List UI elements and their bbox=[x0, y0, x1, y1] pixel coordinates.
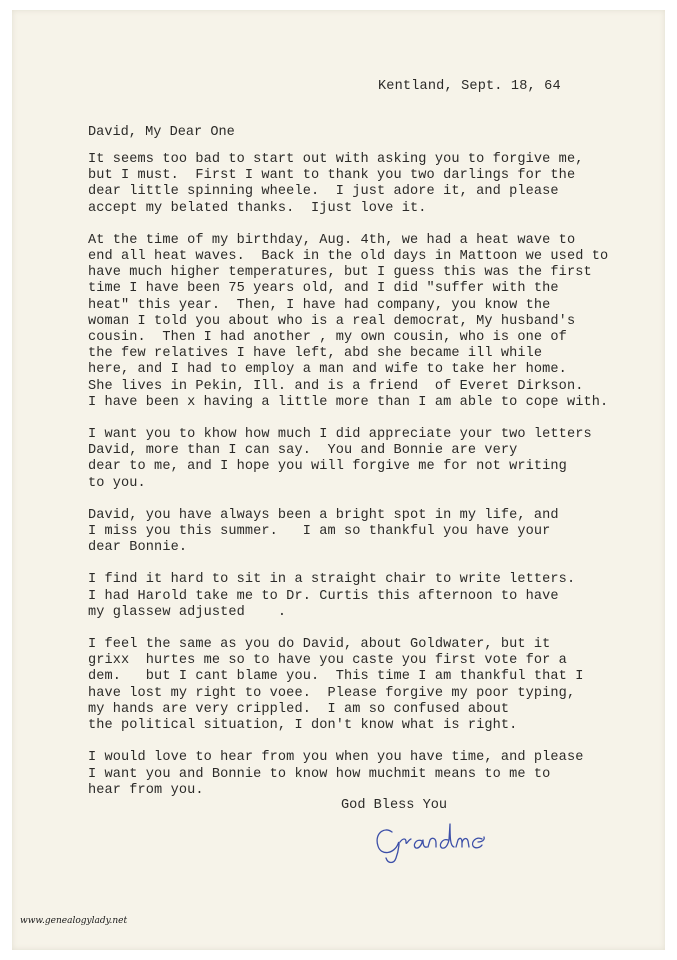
text-line: my glassew adjusted . bbox=[88, 604, 287, 620]
letter-sheet bbox=[12, 10, 665, 950]
dateline: Kentland, Sept. 18, 64 bbox=[378, 79, 561, 94]
text-line: I want you to khow how much I did appreciate your two letters bbox=[88, 427, 592, 443]
closing: God Bless You bbox=[341, 798, 448, 813]
salutation: David, My Dear One bbox=[88, 125, 235, 140]
paragraph bbox=[88, 572, 656, 621]
text-line: I had Harold take me to Dr. Curtis this afternoon to have bbox=[88, 588, 559, 604]
text-line: dear little spinning wheele. I just adore it, and please bbox=[88, 184, 559, 200]
text-line: but I must. First I want to thank you two darlings for the bbox=[88, 168, 576, 184]
text-line: cousin. Then I had another , my own cousin, who is one of bbox=[88, 330, 567, 346]
text-line: here, and I had to employ a man and wife to take her home. bbox=[88, 362, 567, 378]
text-line: hear from you. bbox=[88, 782, 204, 798]
text-line: time I have been 75 years old, and I did "suffer with the bbox=[88, 281, 559, 297]
handwritten-signature bbox=[370, 818, 510, 868]
paragraph bbox=[88, 637, 656, 734]
text-line: grixx hurtes me so to have you caste you first vote for a bbox=[88, 653, 567, 669]
letter-body bbox=[88, 152, 656, 815]
text-line: I feel the same as you do David, about Goldwater, but it bbox=[88, 637, 551, 653]
paragraph bbox=[88, 508, 656, 557]
paragraph bbox=[88, 152, 656, 217]
watermark: www.genealogylady.net bbox=[20, 916, 128, 926]
text-line: have much higher temperatures, but I guess this was the first bbox=[88, 265, 592, 281]
paragraph bbox=[88, 233, 656, 411]
text-line: the few relatives I have left, abd she became ill while bbox=[88, 346, 543, 362]
text-line: It seems too bad to start out with asking you to forgive me, bbox=[88, 152, 584, 167]
text-line: woman I told you about who is a real democrat, My husband's bbox=[88, 313, 576, 329]
text-line: accept my belated thanks. Ijust love it. bbox=[88, 200, 427, 216]
text-line: I want you and Bonnie to know how muchmit means to me to bbox=[88, 766, 551, 782]
text-line: David, more than I can say. You and Bonnie are very bbox=[88, 443, 518, 459]
text-line: the political situation, I don't know what is right. bbox=[88, 718, 518, 734]
text-line: dear to me, and I hope you will forgive me for not writing bbox=[88, 459, 567, 475]
text-line: I miss you this summer. I am so thankful you have your bbox=[88, 524, 551, 540]
text-line: David, you have always been a bright spot in my life, and bbox=[88, 507, 559, 523]
text-line: At the time of my birthday, Aug. 4th, we had a heat wave to bbox=[88, 232, 576, 248]
text-line: She lives in Pekin, Ill. and is a friend of Everet Dirkson. bbox=[88, 378, 584, 394]
text-line: I would love to hear from you when you have time, and please bbox=[88, 750, 584, 766]
text-line: end all heat waves. Back in the old days in Mattoon we used to bbox=[88, 249, 609, 265]
paragraph bbox=[88, 750, 656, 799]
text-line: heat" this year. Then, I have had company, you know the bbox=[88, 297, 551, 313]
text-line: my hands are very crippled. I am so confused about bbox=[88, 701, 510, 717]
text-line: to you. bbox=[88, 475, 146, 491]
paragraph bbox=[88, 427, 656, 492]
text-line: have lost my right to voee. Please forgive my poor typing, bbox=[88, 685, 576, 701]
text-line: dem. but I cant blame you. This time I am thankful that I bbox=[88, 669, 584, 685]
text-line: I have been x having a little more than I am able to cope with. bbox=[88, 394, 609, 410]
text-line: I find it hard to sit in a straight chair to write letters. bbox=[88, 572, 576, 588]
text-line: dear Bonnie. bbox=[88, 540, 188, 556]
